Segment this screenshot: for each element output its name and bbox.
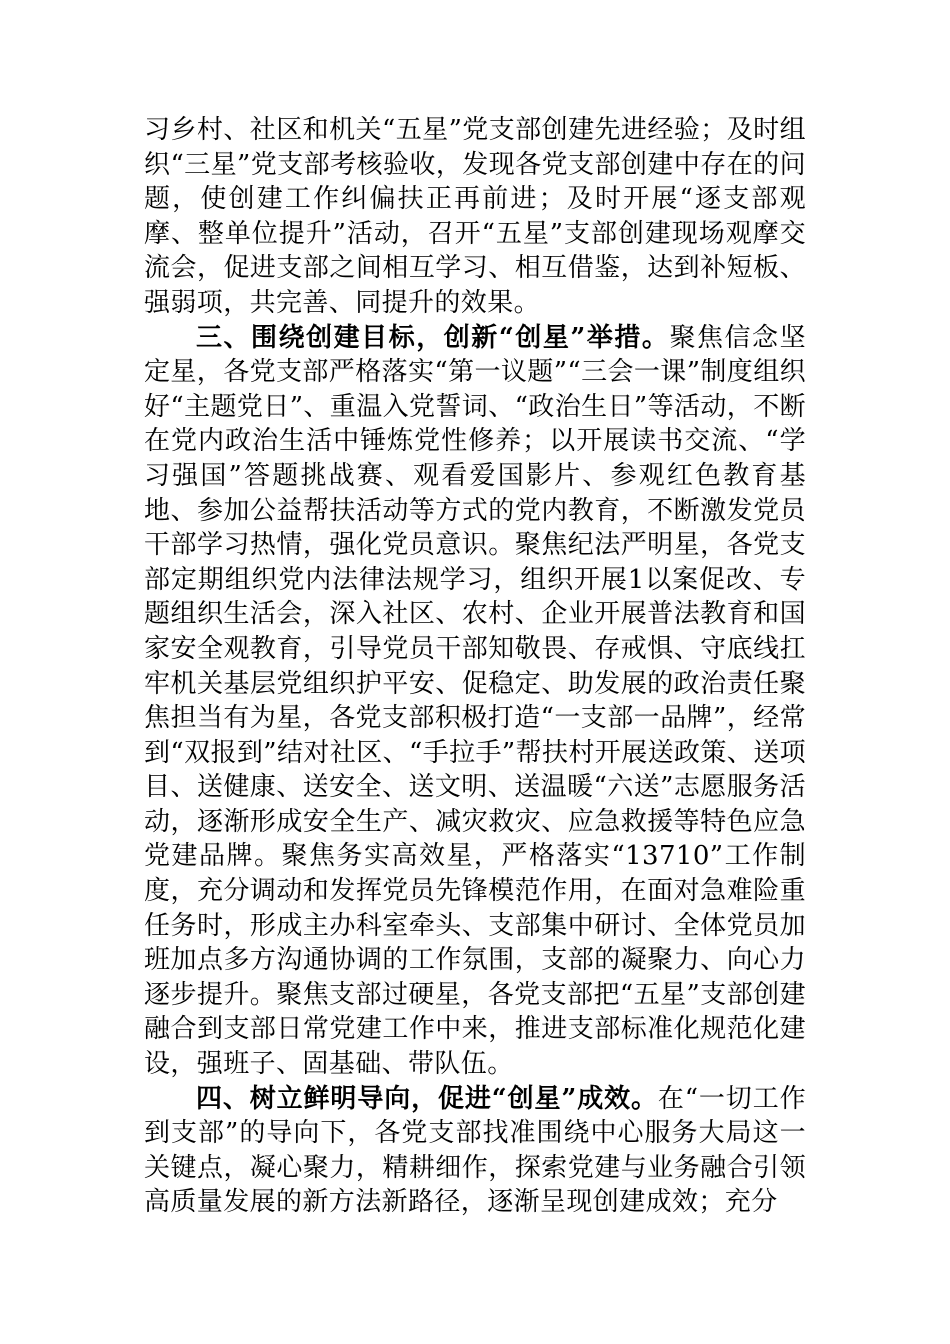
paragraph-continued [144,113,806,321]
paragraph-section-three [144,321,806,1082]
section-heading-three: 三、围绕创建目标，创新“创星”举措。 [196,322,670,353]
paragraph-section-four [144,1082,806,1220]
section-heading-four: 四、树立鲜明导向，促进“创星”成效。 [196,1083,658,1114]
paragraph-text: 在“一切工作到支部”的导向下，各党支部找准围绕中心服务大局这一关键点，凝心聚力，精耕细作，探索党建与业务融合引领高质量发展的新方法新路径，逐渐呈现创建成效；充分 [144,1083,806,1218]
document-body [144,113,806,1220]
paragraph-text: 习乡村、社区和机关“五星”党支部创建先进经验；及时组织“三星”党支部考核验收，发现各党支部创建中存在的问题，使创建工作纠偏扶正再前进；及时开展“逐支部观摩、整单位提升”活动，召开“五星”支部创建现场观摩交流会，促进支部之间相互学习、相互借鉴，达到补短板、强弱项，共完善、同提升的效果。 [144,115,806,318]
paragraph-text: 聚焦信念坚定星，各党支部严格落实“第一议题”“三会一课”制度组织好“主题党日”、重温入党誓词、“政治生日”等活动，不断在党内政治生活中锤炼党性修养；以开展读书交流、“学习强国”答题挑战赛、观看爱国影片、参观红色教育基地、参加公益帮扶活动等方式的党内教育，不断激发党员干部学习热情，强化党员意识。聚焦纪法严明星，各党支部定期组织党内法律法规学习，组织开展1以案促改、专题组织生活会，深入社区、农村、企业开展普法教育和国家安全观教育，引导党员干部知敬畏、存戒惧、守底线扛牢机关基层党组织护平安、促稳定、助发展的政治责任聚焦担当有为星，各党支部积极打造“一支部一品牌”，经常到“双报到”结对社区、“手拉手”帮扶村开展送政策、送项目、送健康、送安全、送文明、送温暖“六送”志愿服务活动，逐渐形成安全生产、减灾救灾、应急救援等特色应急党建品牌。聚焦务实高效星，严格落实“13710”工作制度，充分调动和发挥党员先锋模范作用，在面对急难险重任务时，形成主办科室牵头、支部集中研讨、全体党员加班加点多方沟通协调的工作氛围，支部的凝聚力、向心力逐步提升。聚焦支部过硬星，各党支部把“五星”支部创建融合到支部日常党建工作中来，推进支部标准化规范化建设，强班子、固基础、带队伍。 [144,322,806,1080]
